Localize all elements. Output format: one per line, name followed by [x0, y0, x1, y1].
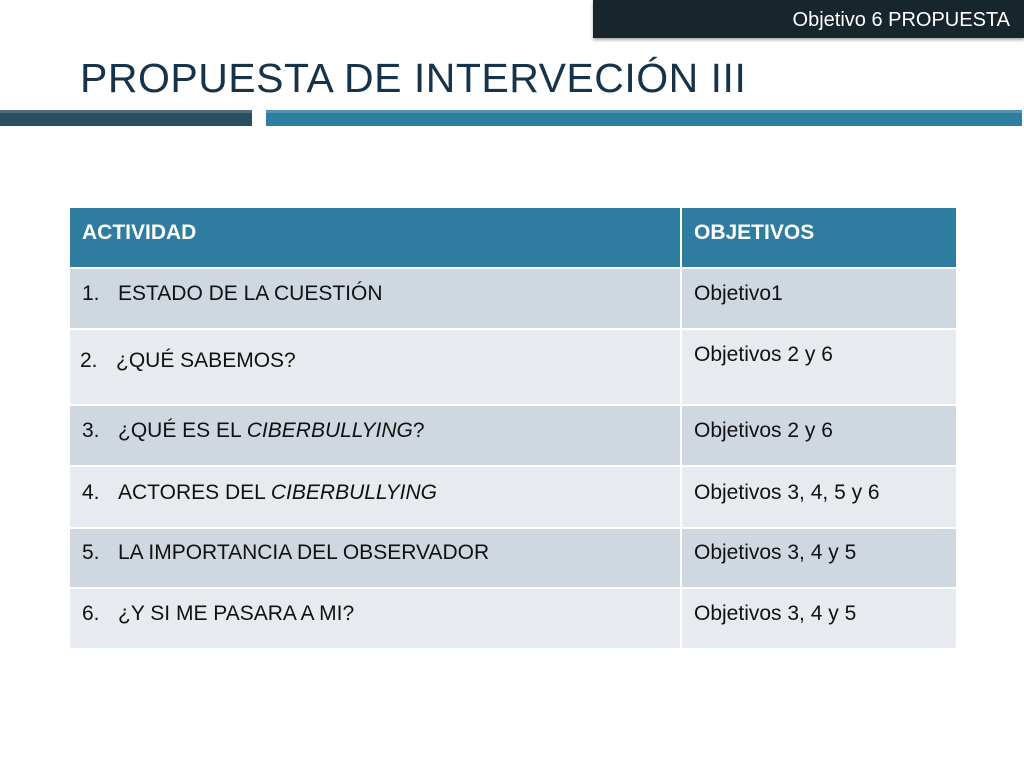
table-row	[69, 528, 957, 588]
activity-text: ESTADO DE LA CUESTIÓN	[118, 282, 383, 305]
table-row	[69, 329, 957, 405]
row-number: 6.	[82, 602, 100, 625]
header-activity: ACTIVIDAD	[69, 207, 681, 268]
activities-table	[68, 206, 958, 650]
objectives-cell: Objetivos 2 y 6	[681, 405, 957, 466]
activity-text: ¿QUÉ SABEMOS?	[116, 349, 296, 372]
row-number: 1.	[82, 282, 100, 305]
objectives-cell: Objetivos 2 y 6	[681, 329, 957, 405]
activity-cell	[69, 405, 681, 466]
activity-cell	[69, 588, 681, 649]
activity-cell	[69, 466, 681, 528]
slide-title: PROPUESTA DE INTERVECIÓN III	[80, 55, 747, 101]
title-underline-long	[266, 110, 1022, 126]
table-row	[69, 268, 957, 329]
objectives-cell: Objetivos 3, 4 y 5	[681, 588, 957, 649]
activity-cell	[69, 528, 681, 588]
activity-text: ACTORES DEL	[118, 481, 271, 504]
activity-text: LA IMPORTANCIA DEL OBSERVADOR	[118, 541, 490, 564]
table-row	[69, 405, 957, 466]
activity-emphasis: CIBERBULLYING	[270, 481, 438, 504]
section-tag-label: Objetivo 6 PROPUESTA	[792, 9, 1010, 31]
activity-suffix: ?	[412, 419, 425, 442]
activity-cell	[69, 329, 681, 405]
activity-cell	[69, 268, 681, 329]
header-objectives: OBJETIVOS	[681, 207, 957, 268]
row-number: 3.	[82, 419, 100, 442]
table-header-row	[69, 207, 957, 268]
section-tag	[593, 0, 1024, 38]
objectives-cell: Objetivo1	[681, 268, 957, 329]
title-underline-short	[0, 110, 252, 126]
activity-text: ¿QUÉ ES EL	[118, 419, 247, 442]
row-number: 5.	[82, 541, 100, 564]
objectives-cell: Objetivos 3, 4, 5 y 6	[681, 466, 957, 528]
objectives-cell: Objetivos 3, 4 y 5	[681, 528, 957, 588]
activity-emphasis: CIBERBULLYING	[246, 419, 413, 442]
row-number: 4.	[82, 481, 100, 504]
row-number: 2.	[80, 349, 98, 372]
table-row	[69, 588, 957, 649]
table-row	[69, 466, 957, 528]
activity-text: ¿Y SI ME PASARA A MI?	[118, 602, 355, 625]
